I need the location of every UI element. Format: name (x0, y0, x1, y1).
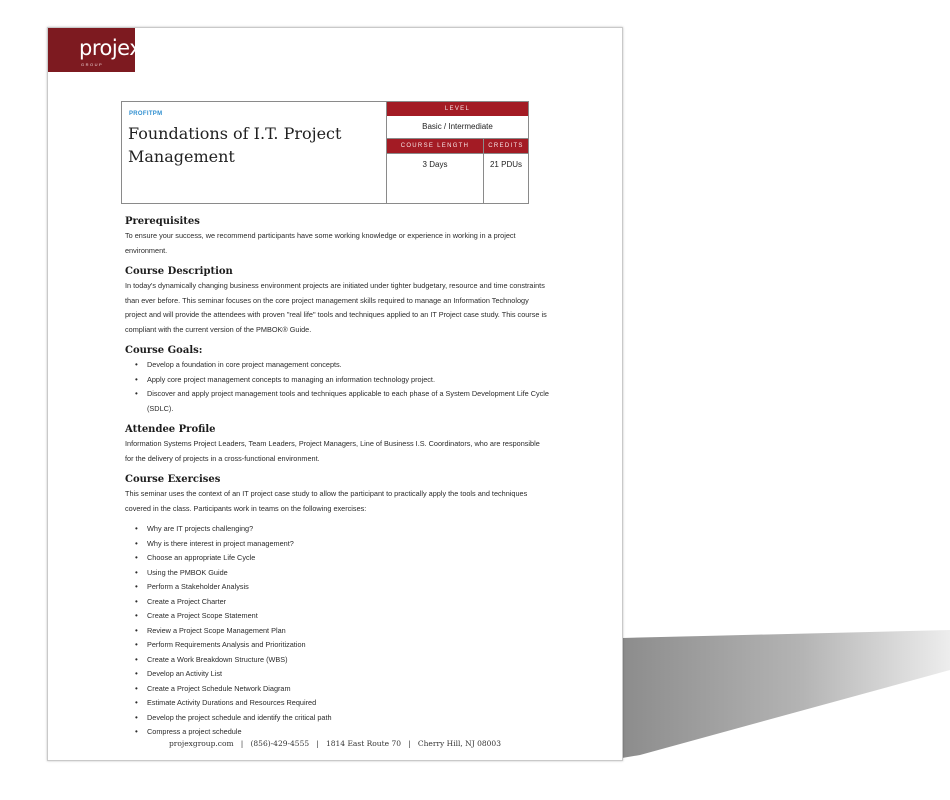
list-item: • Compress a project schedule (147, 725, 550, 740)
attendee-text: Information Systems Project Leaders, Team Leaders, Project Managers, Line of Business I.S. Coordinators, who are responsible for the delivery of projects in a cross-functional environment. (125, 439, 540, 463)
list-item: • Why is there interest in project management? (147, 537, 550, 552)
footer-separator: | (240, 739, 244, 748)
prerequisites-text: To ensure your success, we recommend participants have some working knowledge or experience in working in a project environment. (125, 231, 516, 255)
list-item: • Review a Project Scope Management Plan (147, 624, 550, 639)
footer-separator: | (408, 739, 411, 748)
credits-label: CREDITS (484, 139, 528, 153)
footer-website: projexgroup.com (169, 739, 234, 748)
projex-logo (48, 28, 142, 72)
list-item: • Perform Requirements Analysis and Prioritization (147, 638, 550, 653)
list-item: • Discover and apply project management tools and techniques applicable to each phase of a System Development Life Cycle (SDLC). (147, 387, 550, 416)
course-title: Foundations of I.T. Project Management (128, 124, 342, 166)
list-item: • Create a Project Charter (147, 595, 550, 610)
course-length-label: COURSE LENGTH (387, 139, 483, 153)
page-floor-shadow (600, 630, 950, 770)
description-text: In today's dynamically changing business environment projects are initiated under tighter budgetary, resource and time constraints than ever before. This seminar focuses on the core project management skills required to manage an Information Technology project and will provide the attendees with proven "real life" tools and techniques applied to an IT Project case study. This course is compliant with the current version of the PMBOK® Guide. (125, 281, 547, 334)
logo-wordmark: projex (79, 36, 142, 60)
footer-city: Cherry Hill, NJ 08003 (417, 739, 501, 748)
prerequisites-heading: Prerequisites (125, 216, 200, 227)
goals-list (125, 358, 550, 416)
list-item: • Using the PMBOK Guide (147, 566, 550, 581)
course-info-cells (387, 102, 528, 203)
credits-value: 21 PDUs (489, 160, 522, 169)
list-item: • Create a Project Schedule Network Diagram (147, 682, 550, 697)
list-item: • Why are IT projects challenging? (147, 522, 550, 537)
divider (387, 153, 528, 154)
course-header-table (121, 101, 529, 204)
description-heading: Course Description (125, 266, 233, 277)
page-sheet (47, 27, 623, 761)
exercises-heading: Course Exercises (125, 474, 221, 485)
course-length-value: 3 Days (422, 160, 448, 169)
list-item: • Develop the project schedule and identify the critical path (147, 711, 550, 726)
list-item: • Estimate Activity Durations and Resources Required (147, 696, 550, 711)
footer-separator: | (316, 739, 319, 748)
exercises-text: This seminar uses the context of an IT project case study to allow the participant to practically apply the tools and techniques covered in the class. Participants work in teams on the following exercises: (125, 489, 528, 513)
list-item: • Perform a Stakeholder Analysis (147, 580, 550, 595)
footer-phone: (856)-429-4555 (250, 739, 310, 748)
list-item: • Create a Work Breakdown Structure (WBS) (147, 653, 550, 668)
list-item: • Develop an Activity List (147, 667, 550, 682)
exercises-list (125, 522, 550, 740)
logo-subtitle: GROUP (81, 62, 104, 67)
page-footer (48, 739, 622, 748)
level-label: LEVEL (387, 102, 528, 116)
level-value: Basic / Intermediate (422, 122, 493, 131)
course-code: PROFITPM (129, 111, 163, 117)
list-item: • Choose an appropriate Life Cycle (147, 551, 550, 566)
course-title-cell (122, 102, 387, 203)
course-content (125, 208, 550, 740)
goals-heading: Course Goals: (125, 345, 203, 356)
attendee-heading: Attendee Profile (125, 424, 216, 435)
list-item: • Develop a foundation in core project management concepts. (147, 358, 550, 373)
footer-address: 1814 East Route 70 (325, 739, 402, 748)
list-item: • Apply core project management concepts to managing an information technology project. (147, 373, 550, 388)
list-item: • Create a Project Scope Statement (147, 609, 550, 624)
